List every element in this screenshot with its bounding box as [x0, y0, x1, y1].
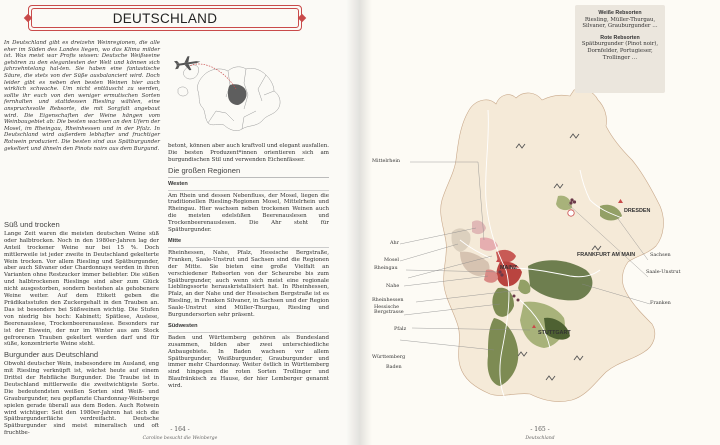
city-stuttgart: STUTTGART	[538, 330, 571, 336]
page-number: - 165 -	[530, 426, 550, 433]
gutter-shadow	[360, 0, 372, 445]
gutter-shadow	[346, 0, 360, 445]
germany-wine-map	[360, 0, 720, 445]
section-heading: Süß und trocken	[4, 220, 60, 229]
city-dresden: DRESDEN	[624, 208, 651, 214]
section-text: betont, können aber auch kraftvoll und elegant ausfallen. Die besten Produzent*innen orientieren sich am burgundischen Stil und verwenden Eichenfässer.	[168, 143, 329, 163]
section-text: Obwohl deutscher Wein, insbesondere im Ausland, eng mit Riesling verknüpft ist, wächst heute auf einem Drittel der Rebfläche Burgunder. Die Traube ist in Deutschland mittlerweile die zweitwichtigste Sorte. Die bedeutendsten weißen Sorten sind Weiß- und Grauburgunder, neu gepflanzte Chardonnay-Weinberge spielen gerade überall aus dem Boden. Auch Rotwein wird wichtiger: Seit den 1980er-Jahren hat sich die Spätburgunderfläche verdreifacht. Deutsche Spätburgunder sind meist mineralisch und oft fruchtbe-	[4, 361, 159, 437]
section-heading: Die großen Regionen	[168, 168, 329, 178]
airplane-icon	[174, 55, 202, 72]
label-mittelrhein: Mittelrhein	[372, 158, 401, 164]
label-nahe: Nahe	[386, 283, 400, 289]
title-frame	[28, 5, 302, 31]
region-text: Baden und Württemberg gehören als Bundesland zusammen, bilden aber zwei unterschiedliche Anbaugebiete. In Baden wachsen vor allem Spätburgunder, Weißburgunder, Grauburgunder und immer mehr Chardonnay. Weiter östlich in Württemberg sind hingegen die roten Sorten Trollinger und Blaufränkisch zu Hause, der hier Lemberger genannt wird.	[168, 334, 329, 390]
label-rheingau: Rheingau	[374, 265, 398, 271]
right-page	[360, 0, 720, 445]
section-text: Lange Zeit waren die meisten deutschen Weine süß oder halbtrocken. Noch in den 1980er-Jahren lag der Anteil trockener Weine nur bei 15 %. Doch mittlerweile ist jeder zweite in Deutschland gekelterte Wein trocken. Vor allem Riesling und Spätburgunder, aber auch Silvaner oder Chardonnays werden in ihren Varianten ohne Restzucker immer beliebter. Die süßen und halbtrockenen Rieslinge sind aber zum Glück nicht ausgestorben, sondern bestehen als gehobenere Weine weiter. Auf dem Etikett geben die Prädikatsstufen den Zuckergehalt in den Trauben an. Das ist besonders bei Süßweinen wichtig. Die Stufen von niedrig bis hoch: Kabinett; Spätlese, Auslese, Beerenauslese, Trockenbeerenauslese. Besonders rar ist der Eiswein, der nur im Winter aus am Stock gefrorenen Trauben gekeltert werden darf und für süße, konzentrierte Weine steht.	[4, 230, 159, 348]
label-baden: Baden	[386, 364, 402, 370]
region-text: Am Rhein und dessen Nebenfluss, der Mosel, liegen die traditionellen Riesling-Regionen Mosel, Mittelrhein und Rheingau. Hier wachsen neben trockenen Weinen auch die meisten edelsüßen Beerenauslesen und Trockenbeerenauslesen. Die Ahr steht für Spätburgunder.	[168, 192, 329, 234]
label-ahr: Ahr	[390, 240, 400, 246]
text-column-2	[168, 143, 329, 394]
city-frankfurt: FRANKFURT AM MAIN	[577, 252, 636, 258]
city-mainz: MAINZ	[500, 265, 518, 271]
legend-text: Riesling, Müller-Thurgau, Silvaner, Grauburgunder …	[582, 16, 658, 30]
germany-outline	[441, 89, 664, 402]
page-title: DEUTSCHLAND	[112, 11, 218, 26]
germany-highlight	[228, 84, 247, 105]
label-pfalz: Pfalz	[394, 326, 407, 332]
legend-text: Spätburgunder (Pinot noir), Dornfelder, Portugieser, Trollinger …	[581, 41, 659, 61]
label-wurttemberg: Württemberg	[372, 354, 406, 360]
intro-text: In Deutschland gibt es dreizehn Weinregionen, die alle eher im Süden des Landes liegen, wo das Klima milder ist. Was meist war Profis wissen: Deutsche Weißweine gehören zu den elegantesten der Welt und können sich jahrzehntelang hal-ten. Sie haben eine fantastische Säure, die stets von der Süße ausbalanciert wird. Doch leider gibt es neben den besten Weinen hier auch wirklich schwache. Um nicht enttäuscht zu werden, sollte ihr euch von den weniger ermutischen Sorten fernhalten und stattdessen Riesling wählen, eine anspruchsvolle Rebsorte, die mit Sorgfalt angebaut wird. Die Eigenschaften der Weine hängen vom Weinbaugebiet ab: Die besten wachsen an den Ufern der Mosel, im Rheingau, Rheinhessen und in der Pfalz. In Deutschland wird außerdem lebhafter und fruchtiger Rotwein produziert. Die besten sind aus Spätburgunder gekeltert und ähneln den Pinots noirs aus dem Burgund.	[4, 40, 160, 152]
europe-locator-map	[170, 45, 290, 137]
region-text: Rheinhessen, Nahe, Pfalz, Hessische Bergstraße, Franken, Saale-Unstrut und Sachsen sind die Regionen der Mitte. Sie bieten eine große Vielfalt an verschiedener Rebsorten von der Scheurebe bis zum Spätburgunder, auch wenn sich meist eine regionale Lieblingssorte herauskristallisiert hat. In Rheinhessen, Pfalz, an der Nahe und der Hessischen Bergstraße ist es Riesling, in Franken Silvaner, in Sachsen und der Region Saale-Unstrut sind Müller-Thurgau, Riesling und Burgundersorten sehr präsent.	[168, 249, 329, 319]
label-mosel: Mosel	[384, 257, 399, 263]
section-heading: Burgunder aus Deutschland	[4, 350, 99, 360]
page-number: - 164 -	[170, 426, 190, 433]
label-franken: Franken	[650, 300, 671, 306]
label-hessische-bergstrasse: Hessische Bergstrasse	[374, 304, 404, 316]
region-heading: Südwesten	[168, 323, 329, 333]
running-footer: Deutschland	[525, 436, 555, 441]
legend-heading: Weiße Rebsorten	[598, 10, 642, 16]
grape-legend	[575, 5, 665, 93]
legend-heading: Rote Rebsorten	[600, 34, 640, 41]
running-footer: Caroline besucht die Weinberge	[142, 436, 218, 441]
region-heading: Mitte	[168, 238, 329, 248]
label-rheinhessen: Rheinhessen	[372, 297, 404, 303]
label-sachsen: Sachsen	[650, 252, 671, 258]
region-heading: Westen	[168, 181, 329, 191]
text-column-1	[4, 222, 159, 441]
label-saale-unstrut: Saale-Unstrut	[646, 269, 681, 275]
